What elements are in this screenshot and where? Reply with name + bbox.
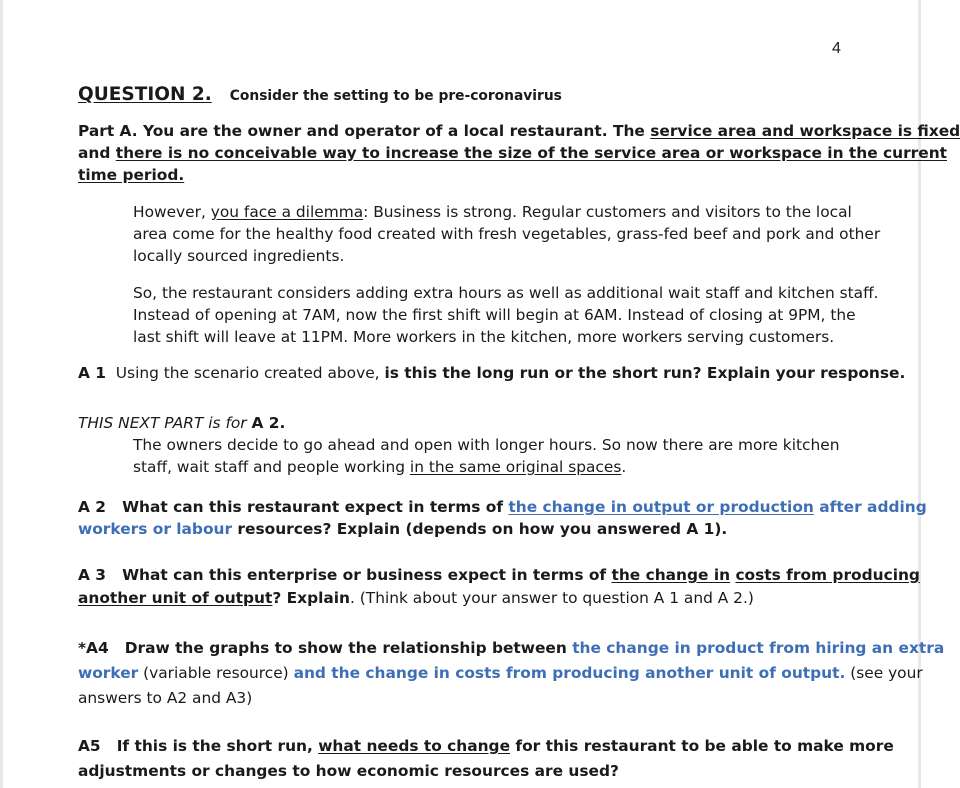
next-part-line-1: The owners decide to go ahead and open with longer hours. So now there are more kitchen	[133, 436, 840, 454]
a5-label: A5	[78, 737, 101, 755]
part-a-text-2: and	[78, 144, 116, 162]
a4-blue-text-2: and the change in costs from producing another unit of output.	[293, 664, 846, 682]
a5-underline: what needs to change	[318, 737, 511, 755]
question-title: QUESTION 2.	[78, 84, 212, 105]
so-line-3: last shift will leave at 11PM. More workers in the kitchen, more workers serving customers.	[133, 328, 835, 346]
a4-line-2	[78, 662, 923, 684]
a1-label: A 1	[78, 364, 106, 382]
so-line-2: Instead of opening at 7AM, now the first shift will begin at 6AM. Instead of closing at 9PM, the	[133, 306, 856, 324]
page-edge-left	[0, 0, 3, 788]
a4-blue-text: the change in product from hiring an extra	[572, 639, 945, 657]
part-a-line-2	[78, 142, 947, 164]
next-part-bold: A 2.	[251, 414, 286, 432]
next-part-period: .	[621, 458, 627, 476]
a4-label: *A4	[78, 639, 109, 657]
dilemma-text-2: : Business is strong. Regular customers and visitors to the local	[363, 203, 852, 221]
a1-question	[78, 362, 905, 384]
a3-bold-2: ? Explain	[272, 589, 351, 607]
a2-text-2: resources? Explain (depends on how you answered A 1).	[232, 520, 728, 538]
a4-text-3: (see your	[845, 664, 923, 682]
next-part-italic: THIS NEXT PART is for	[78, 414, 252, 432]
a1-bold: is this the long run or the short run? Explain your response.	[384, 364, 906, 382]
so-line-1: So, the restaurant considers adding extra hours as well as additional wait staff and kitchen staff.	[133, 284, 879, 302]
a2-blue-underline: the change in output or production	[508, 498, 814, 516]
a3-line-1	[78, 564, 920, 586]
a3-text: What can this enterprise or business expect in terms of	[122, 566, 612, 584]
a2-text: What can this restaurant expect in terms of	[122, 498, 509, 516]
a5-line-2: adjustments or changes to how economic resources are used?	[78, 762, 619, 780]
question-subtitle: Consider the setting to be pre-coronavirus	[229, 88, 562, 104]
next-part-heading	[78, 412, 285, 434]
part-a-text: You are the owner and operator of a local restaurant. The	[142, 122, 651, 140]
page-number: 4	[832, 40, 841, 57]
a2-line-1	[78, 496, 927, 518]
dilemma-line-3: locally sourced ingredients.	[133, 247, 345, 265]
a1-text: Using the scenario created above,	[115, 364, 385, 382]
a2-blue-text: after adding	[813, 498, 927, 516]
dilemma-underline: you face a dilemma	[210, 203, 364, 221]
a3-line-2	[78, 587, 754, 609]
a3-underline-1: the change in	[611, 566, 731, 584]
a2-line-2	[78, 518, 727, 540]
part-a-label: Part A.	[78, 122, 138, 140]
a3-label: A 3	[78, 566, 106, 584]
next-part-text: staff, wait staff and people working	[133, 458, 410, 476]
a5-text-2: for this restaurant to be able to make more	[510, 737, 894, 755]
part-a-line-3: time period.	[78, 166, 185, 184]
question-heading	[78, 84, 562, 105]
a3-text-2: . (Think about your answer to question A 1 and A 2.)	[350, 589, 754, 607]
a2-blue-text-2: workers or labour	[78, 520, 233, 538]
next-part-line-2	[133, 456, 626, 478]
a4-line-1	[78, 637, 944, 659]
part-a-line-1	[78, 120, 960, 142]
a5-text: If this is the short run,	[116, 737, 319, 755]
dilemma-line-2: area come for the healthy food created with fresh vegetables, grass-fed beef and pork and other	[133, 225, 881, 243]
a2-label: A 2	[78, 498, 106, 516]
a4-blue-worker: worker	[78, 664, 139, 682]
a4-line-3: answers to A2 and A3)	[78, 689, 253, 707]
part-a-underline-2: there is no conceivable way to increase the size of the service area or workspace in the current	[115, 144, 948, 162]
dilemma-line-1	[133, 201, 852, 223]
a4-text: Draw the graphs to show the relationship between	[124, 639, 573, 657]
dilemma-text: However,	[133, 203, 211, 221]
part-a-underline-1: service area and workspace is fixed	[650, 122, 960, 140]
a3-underline-3: another unit of output	[78, 589, 273, 607]
a5-line-1	[78, 735, 894, 757]
next-part-underline: in the same original spaces	[409, 458, 622, 476]
a3-underline-2: costs from producing	[735, 566, 920, 584]
a4-text-2: (variable resource)	[138, 664, 294, 682]
